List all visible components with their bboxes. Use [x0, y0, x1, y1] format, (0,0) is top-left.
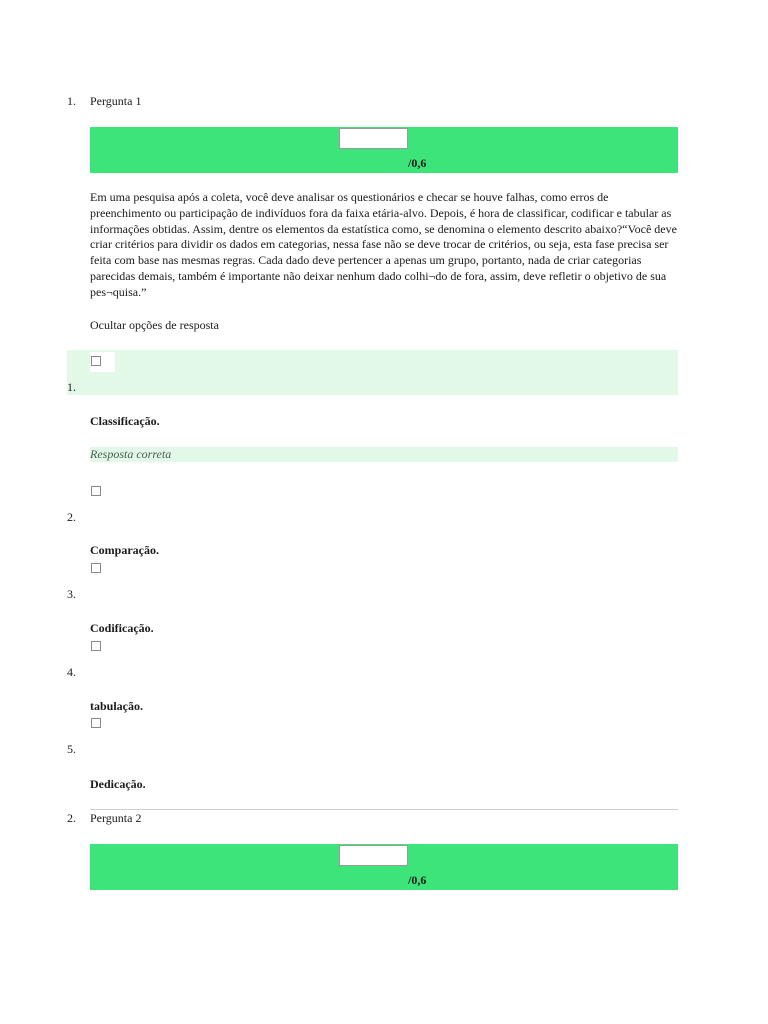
score-total: /0,6 — [408, 873, 427, 887]
option-number: 1. — [67, 380, 76, 394]
option-checkbox[interactable] — [91, 486, 101, 496]
score-bar — [90, 844, 678, 890]
option-row-highlight — [67, 350, 678, 395]
option-number: 3. — [67, 587, 76, 601]
correct-answer-text: Resposta correta — [90, 447, 172, 461]
question-number: 1. — [67, 94, 76, 108]
option-label[interactable]: Classificação. — [90, 414, 160, 428]
question-divider — [90, 809, 678, 810]
question-text: Em uma pesquisa após a coleta, você deve analisar os questionários e checar se houve falhas, como erros de preenchimento ou participação de indivíduos fora da faixa etária-alvo. Depois, é hora de classificar, codificar e tabular as informações obtidas. Assim, dentre os elementos da estatística como, se denomina o elemento descrito abaixo?“Você deve criar critérios para dividir os dados em categorias, nessa fase não se deve trocar de critérios, ou seja, esta fase precisa ser feita com base nas mesmas regras. Cada dado deve pertencer a apenas um grupo, portanto, nada de criar categorias parecidas demais, também é importante não deixar nenhum dado colhi¬do de fora, assim, deve refletir o objetivo de sua pes¬quisa.” — [90, 190, 677, 299]
score-bar — [90, 127, 678, 173]
score-total: /0,6 — [408, 156, 427, 170]
option-number: 2. — [67, 510, 76, 524]
option-number: 4. — [67, 665, 76, 679]
option-checkbox[interactable] — [91, 718, 101, 728]
hide-answer-options-link[interactable]: Ocultar opções de resposta — [90, 318, 219, 332]
option-number: 5. — [67, 742, 76, 756]
score-input[interactable] — [339, 128, 408, 149]
option-label[interactable]: Codificação. — [90, 621, 154, 635]
option-checkbox[interactable] — [91, 356, 101, 366]
question-title: Pergunta 1 — [90, 94, 142, 108]
score-input[interactable] — [339, 845, 408, 866]
correct-answer-banner — [90, 447, 678, 462]
question-title: Pergunta 2 — [90, 811, 142, 825]
option-checkbox[interactable] — [91, 563, 101, 573]
question-number: 2. — [67, 811, 76, 825]
option-checkbox[interactable] — [91, 641, 101, 651]
option-label[interactable]: tabulação. — [90, 699, 144, 713]
option-label[interactable]: Comparação. — [90, 543, 159, 557]
option-label[interactable]: Dedicação. — [90, 777, 146, 791]
